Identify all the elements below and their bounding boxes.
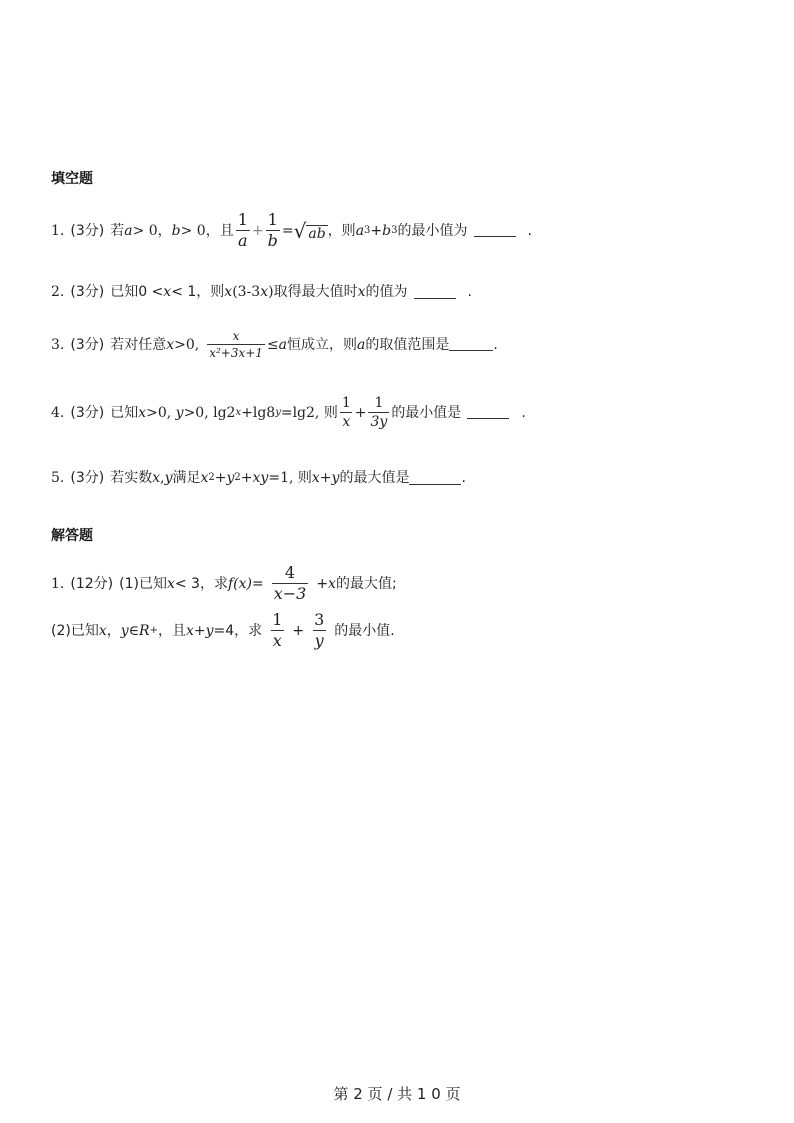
question-text: > 0， [132, 222, 172, 239]
math-var: b [382, 222, 392, 239]
question-text: ，则 [327, 222, 356, 239]
question-text: >0, [146, 404, 172, 421]
page-footer: 第 2 页 / 共 1 0 页 [333, 1085, 461, 1103]
math-var: x [98, 622, 107, 639]
math-var: a [357, 336, 366, 353]
question-text: 若对任意 [110, 336, 167, 353]
math-var: y [175, 404, 184, 421]
section-title-solve: 解答题 [51, 528, 93, 544]
solve-question-1-part-1 [51, 565, 754, 602]
question-text: >0, [174, 336, 200, 353]
question-text: < 1，则 [171, 284, 225, 300]
question-score: (3分) [70, 470, 105, 486]
question-number: 4. [51, 404, 65, 421]
math-var: x [260, 284, 269, 300]
math-var: x [328, 575, 336, 592]
question-5 [51, 471, 754, 485]
math-var: a [278, 336, 288, 353]
math-var: x [224, 284, 233, 300]
question-text: 已知0 < [110, 284, 164, 300]
question-text: 的最大值是 [339, 470, 410, 486]
answer-blank[interactable] [474, 224, 516, 237]
math-op: + [214, 470, 227, 486]
question-text: 的最小值是 [391, 404, 462, 421]
question-text: =1, 则 [268, 470, 312, 486]
question-text: . [521, 404, 526, 421]
math-exponent: 3 [364, 224, 371, 236]
question-text: . [527, 222, 532, 239]
fraction-1-over-b: $\frac{1}{b}$ [267, 210, 278, 250]
question-text: < 3，求 [174, 575, 228, 592]
math-op: + [316, 575, 329, 592]
question-text: 满足 [172, 470, 201, 486]
math-var: y [331, 470, 340, 486]
fraction-3-over-y: $\frac{3}{y}$ [314, 610, 325, 650]
math-var: x [185, 622, 194, 639]
solve-question-1-part-2 [51, 612, 754, 649]
question-score: (3分) [70, 222, 105, 239]
answer-blank[interactable] [449, 338, 493, 351]
math-var: x [166, 575, 175, 592]
math-op: + [251, 222, 264, 239]
question-text: . [467, 284, 472, 300]
question-number: 1. [51, 575, 65, 592]
math-exponent: 3 [391, 224, 398, 236]
question-text: . [461, 470, 466, 486]
math-var: x [152, 470, 161, 486]
fraction-1-over-x: $\frac{1}{x}$ [272, 610, 283, 650]
question-text: 取得最大值时 [273, 284, 358, 300]
question-text: 若 [110, 222, 125, 239]
question-number: 5. [51, 470, 65, 486]
math-var: R [139, 622, 150, 639]
math-exponent: x [235, 406, 242, 418]
question-score: (3分) [70, 336, 105, 353]
question-number: 2. [51, 284, 65, 300]
section-title-fill-in: 填空题 [51, 171, 93, 187]
question-text: 若实数 [110, 470, 153, 486]
question-text: ， [106, 622, 121, 639]
question-text: 的最大值; [335, 575, 397, 592]
question-3 [51, 330, 754, 359]
math-var: x [163, 284, 172, 300]
question-text: (1)已知 [119, 575, 167, 592]
math-op: ∈ [128, 622, 140, 639]
question-text: ，且 [157, 622, 186, 639]
math-var: y [205, 622, 214, 639]
question-text: +lg8 [241, 404, 276, 421]
question-text: (2)已知 [51, 622, 99, 639]
math-op: + [370, 222, 383, 239]
math-exponent: + [149, 624, 158, 636]
question-4 [51, 396, 754, 429]
question-text: 的最小值. [334, 622, 395, 639]
math-var: a [124, 222, 133, 239]
math-expr: (3-3 [232, 284, 261, 300]
question-score: (3分) [70, 404, 105, 421]
fraction-x-over-quadratic: $\frac{x}{\text{x²+3x+1}}$ [209, 329, 263, 360]
math-op: + [354, 404, 367, 421]
math-var: y [164, 470, 173, 486]
math-var: xy [252, 470, 269, 486]
answer-blank[interactable] [414, 286, 456, 299]
math-op: + [319, 470, 332, 486]
math-var: y [120, 622, 129, 639]
math-op: = [281, 222, 294, 239]
question-score: (3分) [70, 284, 105, 300]
math-var: f [227, 575, 234, 592]
question-text: =4，求 [213, 622, 263, 639]
math-var: y [226, 470, 235, 486]
question-text: =lg2, 则 [280, 404, 338, 421]
math-var: x [166, 336, 175, 353]
question-text: . [493, 336, 498, 353]
question-number: 3. [51, 336, 65, 353]
math-var: (x) [233, 575, 252, 592]
question-2 [51, 285, 754, 299]
question-number: 1. [51, 222, 65, 239]
fraction-1-over-x: $\frac{1}{x}$ [341, 395, 351, 430]
answer-blank[interactable] [467, 406, 509, 419]
question-score: (12分) [70, 575, 114, 592]
math-op: + [240, 470, 253, 486]
math-op: + [193, 622, 206, 639]
math-var: a [355, 222, 365, 239]
fraction-1-over-a: $\frac{1}{a}$ [237, 210, 248, 250]
math-var: x [357, 284, 366, 300]
math-op: ≤ [266, 336, 279, 353]
math-exponent: y [275, 406, 281, 418]
question-1 [51, 212, 754, 249]
question-text: 的值为 [365, 284, 408, 300]
math-var: x [200, 470, 209, 486]
fraction-1-over-3y: $\frac{1}{3y}$ [370, 395, 388, 430]
math-exponent: 2 [208, 472, 215, 483]
question-text: 恒成立，则 [287, 336, 358, 353]
math-op: = [251, 575, 264, 592]
question-text: 已知 [110, 404, 139, 421]
answer-blank[interactable] [409, 472, 461, 485]
math-var: x [311, 470, 320, 486]
fraction-4-over-x-minus-3: $\frac{4}{x-3}$ [273, 563, 307, 603]
question-text: , [160, 470, 165, 486]
question-text: > 0，且 [180, 222, 234, 239]
math-exponent: 2 [234, 472, 241, 483]
math-var: b [171, 222, 181, 239]
question-text: 的取值范围是 [365, 336, 450, 353]
math-var: x [138, 404, 147, 421]
math-op: + [292, 622, 305, 639]
square-root-ab: √ ab [293, 218, 326, 243]
question-text: >0, lg2 [183, 404, 236, 421]
question-text: 的最小值为 [397, 222, 468, 239]
math-expr: ) [268, 284, 274, 300]
